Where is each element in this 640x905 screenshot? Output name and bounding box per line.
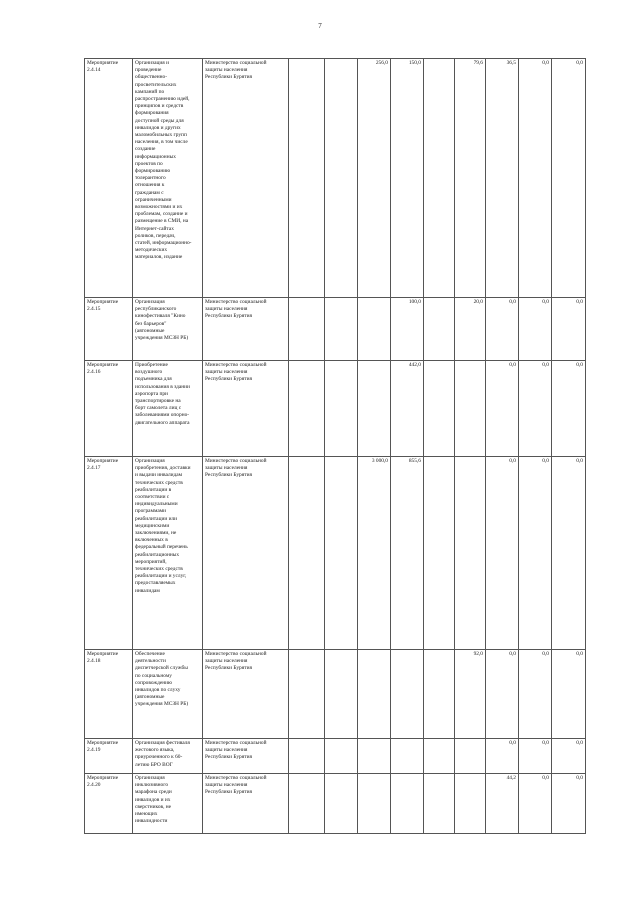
amount-cell bbox=[424, 361, 455, 457]
measure-code-cell bbox=[85, 59, 133, 298]
amount-cell bbox=[391, 739, 424, 774]
measure-code-cell bbox=[85, 739, 133, 774]
executor-cell-text: Министерство социальной защиты населения Республики Бурятия bbox=[205, 775, 267, 796]
page-number: 7 bbox=[318, 22, 322, 30]
amount-cell: 79,6 bbox=[455, 59, 486, 298]
measure-code-cell-text: Мероприятие 2.4.14 bbox=[87, 60, 119, 74]
amount-cell bbox=[289, 774, 325, 834]
amount-cell: 0,0 bbox=[486, 650, 519, 739]
measure-name-cell-text: Организация фестиваля жестового языка, приуроченного к 60- летию БРО ВОГ bbox=[135, 740, 190, 768]
amount-cell: 0,0 bbox=[552, 774, 586, 834]
amount-cell: 0,0 bbox=[552, 650, 586, 739]
amount-cell bbox=[325, 650, 358, 739]
amount-cell bbox=[424, 298, 455, 361]
amount-cell: 0,0 bbox=[519, 298, 552, 361]
table-row bbox=[85, 650, 586, 739]
amount-cell bbox=[289, 739, 325, 774]
amount-cell: 0,0 bbox=[519, 361, 552, 457]
measure-code-cell-text: Мероприятие 2.4.16 bbox=[87, 362, 119, 376]
executor-cell bbox=[203, 298, 289, 361]
executor-cell-text: Министерство социальной защиты населения Республики Бурятия bbox=[205, 651, 267, 672]
amount-cell bbox=[358, 650, 391, 739]
amount-cell bbox=[289, 59, 325, 298]
table-row bbox=[85, 457, 586, 650]
amount-cell bbox=[391, 774, 424, 834]
executor-cell-text: Министерство социальной защиты населения Республики Бурятия bbox=[205, 299, 267, 320]
table-row bbox=[85, 59, 586, 298]
amount-cell: 0,0 bbox=[519, 457, 552, 650]
executor-cell bbox=[203, 739, 289, 774]
executor-cell-text: Министерство социальной защиты населения Республики Бурятия bbox=[205, 362, 267, 383]
amount-cell: 0,0 bbox=[552, 59, 586, 298]
amount-cell bbox=[424, 650, 455, 739]
amount-cell: 20,0 bbox=[455, 298, 486, 361]
executor-cell bbox=[203, 774, 289, 834]
amount-cell: 36,5 bbox=[486, 59, 519, 298]
measure-name-cell-text: Организация приобретения, доставки и выдачи инвалидам технических средств реабилитации в соответствии с индивидуальными программами реабилитации или медицинскими заключениями, не включенных в федеральный перечень реабилитационных мероприятий, технических средств реабилитации и услуг, предоставляемых инвалидам bbox=[135, 458, 191, 594]
amount-cell: 150,0 bbox=[391, 59, 424, 298]
amount-cell: 0,0 bbox=[519, 739, 552, 774]
amount-cell bbox=[289, 361, 325, 457]
amount-cell bbox=[358, 361, 391, 457]
executor-cell-text: Министерство социальной защиты населения Республики Бурятия bbox=[205, 458, 267, 479]
amount-cell bbox=[325, 774, 358, 834]
measure-name-cell bbox=[133, 457, 203, 650]
executor-cell bbox=[203, 361, 289, 457]
executor-cell-text: Министерство социальной защиты населения Республики Бурятия bbox=[205, 60, 267, 81]
amount-cell bbox=[455, 457, 486, 650]
measure-code-cell-text: Мероприятие 2.4.20 bbox=[87, 775, 119, 789]
executor-cell-text: Министерство социальной защиты населения Республики Бурятия bbox=[205, 740, 267, 761]
amount-cell bbox=[289, 298, 325, 361]
amount-cell: 0,0 bbox=[552, 298, 586, 361]
amount-cell bbox=[325, 298, 358, 361]
amount-cell: 100,0 bbox=[391, 298, 424, 361]
measure-code-cell-text: Мероприятие 2.4.18 bbox=[87, 651, 119, 665]
measure-code-cell-text: Мероприятие 2.4.17 bbox=[87, 458, 119, 472]
amount-cell bbox=[424, 59, 455, 298]
amount-cell: 0,0 bbox=[552, 457, 586, 650]
measure-name-cell-text: Организация республиканского кинофестиваля "Кино без барьеров" (автономные учреждения МСЗН РБ) bbox=[135, 299, 189, 342]
amount-cell bbox=[325, 457, 358, 650]
amount-cell bbox=[455, 739, 486, 774]
measure-code-cell-text: Мероприятие 2.4.19 bbox=[87, 740, 119, 754]
measure-name-cell bbox=[133, 361, 203, 457]
amount-cell: 0,0 bbox=[486, 457, 519, 650]
table-row bbox=[85, 774, 586, 834]
amount-cell bbox=[424, 457, 455, 650]
amount-cell bbox=[424, 774, 455, 834]
amount-cell bbox=[358, 774, 391, 834]
amount-cell: 0,0 bbox=[519, 774, 552, 834]
amount-cell: 0,0 bbox=[552, 361, 586, 457]
measure-name-cell-text: Обеспечение деятельности диспетчерской службы по социальному сопровождению инвалидов по слуху (автономные учреждения МСЗН РБ) bbox=[135, 651, 189, 708]
executor-cell bbox=[203, 457, 289, 650]
measure-name-cell bbox=[133, 739, 203, 774]
measure-name-cell-text: Организация и проведение общественно- просветительских кампаний по распространению идей, принципов и средств формирования доступной среды для инвалидов и других маломобильных групп населения, в том числе создание информационных проектов по формированию толерантного отношения к гражданам с ограниченными возможностями и их проблемам, создание и размещение в СМИ, на Интернет-сайтах роликов, передач, статей, информационно- методических материалов, издание bbox=[135, 60, 192, 261]
amount-cell bbox=[325, 739, 358, 774]
measure-code-cell bbox=[85, 361, 133, 457]
measure-code-cell bbox=[85, 650, 133, 739]
amount-cell bbox=[391, 650, 424, 739]
amount-cell bbox=[358, 739, 391, 774]
measure-code-cell-text: Мероприятие 2.4.15 bbox=[87, 299, 119, 313]
amount-cell: 0,0 bbox=[519, 650, 552, 739]
amount-cell bbox=[325, 361, 358, 457]
measure-code-cell bbox=[85, 774, 133, 834]
table-row bbox=[85, 739, 586, 774]
amount-cell: 0,0 bbox=[519, 59, 552, 298]
amount-cell: 3 000,0 bbox=[358, 457, 391, 650]
amount-cell bbox=[424, 739, 455, 774]
table-row bbox=[85, 361, 586, 457]
amount-cell: 442,0 bbox=[391, 361, 424, 457]
budget-table bbox=[84, 58, 586, 834]
amount-cell: 0,0 bbox=[486, 739, 519, 774]
measure-name-cell bbox=[133, 59, 203, 298]
amount-cell bbox=[289, 650, 325, 739]
measure-name-cell bbox=[133, 774, 203, 834]
amount-cell: 855,6 bbox=[391, 457, 424, 650]
table-row bbox=[85, 298, 586, 361]
measure-code-cell bbox=[85, 457, 133, 650]
measure-code-cell bbox=[85, 298, 133, 361]
measure-name-cell-text: Приобретение воздушного подъемника для использования в здании аэропорта при транспортировке на борт самолета лиц с заболеваниями опорно- двигательного аппарата bbox=[135, 362, 190, 426]
measure-name-cell-text: Организация инклюзивного марафона среди инвалидов и их сверстников, не имеющих инвалидности bbox=[135, 775, 172, 825]
amount-cell: 0,0 bbox=[552, 739, 586, 774]
amount-cell bbox=[289, 457, 325, 650]
measure-name-cell bbox=[133, 298, 203, 361]
amount-cell bbox=[325, 59, 358, 298]
amount-cell: 256,0 bbox=[358, 59, 391, 298]
executor-cell bbox=[203, 650, 289, 739]
amount-cell bbox=[455, 361, 486, 457]
amount-cell: 0,0 bbox=[486, 361, 519, 457]
amount-cell: 92,0 bbox=[455, 650, 486, 739]
executor-cell bbox=[203, 59, 289, 298]
amount-cell: 0,0 bbox=[486, 298, 519, 361]
amount-cell: 44,2 bbox=[486, 774, 519, 834]
measure-name-cell bbox=[133, 650, 203, 739]
amount-cell bbox=[358, 298, 391, 361]
amount-cell bbox=[455, 774, 486, 834]
